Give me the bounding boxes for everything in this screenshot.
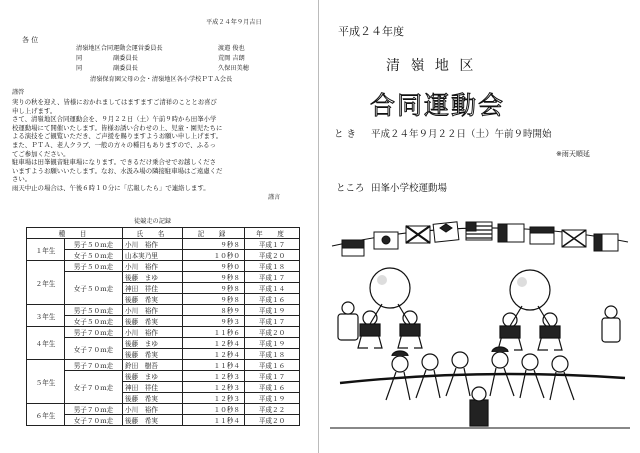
cell-event: 男子５０ｍ走 (65, 305, 123, 316)
cell-record: １２秒３ (183, 382, 245, 393)
letter-line: 実りの秋を迎え、皆様におかれましてはますますご清祥のこととお喜び (12, 98, 217, 106)
letter-line: よる演技をご観覧いただき、ご声援を賜りますようお願い申し上げます。 (12, 132, 223, 141)
letter-recipient: 各 位 (22, 36, 39, 44)
cell-name: 山本実乃里 (123, 250, 183, 261)
cell-year: 平成１９ (245, 338, 300, 349)
letter-line: 校運動場にて開催いたします。皆様お誘い合わせの上、児童・園児たちに (12, 123, 223, 132)
district-name: 清 嶺 地 区 (386, 58, 477, 74)
cell-record: １１秒４ (183, 415, 245, 426)
table-title: 徒競走の記録 (134, 218, 172, 225)
column-header: 年 度 (245, 228, 300, 239)
cell-grade: ５年生 (27, 360, 65, 404)
cell-event: 女子５０ｍ走 (65, 272, 123, 305)
table-row (27, 360, 300, 371)
table-row (27, 371, 300, 382)
greeting-head: 謹啓 (12, 89, 25, 96)
column-header: 記 録 (183, 228, 245, 239)
cell-record: ９秒８ (183, 239, 245, 250)
cell-event: 男子７０ｍ走 (65, 404, 123, 415)
cell-record: ８秒９ (183, 305, 245, 316)
closing-word: 謹言 (268, 194, 281, 201)
letter-body (12, 98, 310, 193)
letter-line: 駐車場は田峯観音駐車場になります。できるだけ乗合せでお越しくださ (12, 158, 216, 167)
letter-line: 申し上げます。 (12, 106, 57, 115)
cell-year: 平成１９ (245, 393, 300, 404)
cell-year: 平成１７ (245, 371, 300, 382)
sender-role: 同 副委員長 (76, 65, 138, 72)
column-header: 氏 名 (123, 228, 183, 239)
cell-event: 女子７０ｍ走 (65, 338, 123, 360)
cell-name: 後藤 まゆ (123, 338, 183, 349)
cell-name: 後藤 まゆ (123, 272, 183, 283)
sender-name: 渡邉 俊也 (218, 45, 245, 52)
letter-line: また、ＰＴＡ、老人クラブ、一般の方々の種目もありますので、ふるっ (12, 140, 216, 149)
cell-year: 平成２２ (245, 404, 300, 415)
cell-record: １２秒３ (183, 371, 245, 382)
cell-record: １２秒３ (183, 393, 245, 404)
children-ball-toss-icon (338, 268, 620, 350)
cell-year: 平成１６ (245, 360, 300, 371)
cell-record: １２秒４ (183, 349, 245, 360)
cell-name: 小川 裕作 (123, 404, 183, 415)
letter-line: いますようお願いいたします。なお、水汲み場の隣接駐車場はご遠慮くだ (12, 166, 223, 175)
cell-name: 鈴田 樹吾 (123, 360, 183, 371)
cell-name: 小川 裕作 (123, 305, 183, 316)
table-row (27, 305, 300, 316)
letter-date: 平成２４年９月吉日 (206, 19, 262, 26)
sender-role: 清嶺地区合同運動会運営委員長 (76, 45, 163, 52)
year-label: 平成２４年度 (338, 25, 404, 38)
cell-event: 女子７０ｍ走 (65, 415, 123, 426)
sender-name: 久保田美穂 (218, 65, 249, 72)
cell-event: 男子７０ｍ走 (65, 360, 123, 371)
table-row (27, 250, 300, 261)
cell-grade: ３年生 (27, 305, 65, 327)
letter-line: さい。 (12, 175, 32, 184)
table-row (27, 415, 300, 426)
cell-event: 男子５０ｍ走 (65, 261, 123, 272)
table-header-row (27, 228, 300, 239)
event-title: 合同運動会 (370, 91, 506, 120)
table-row (27, 272, 300, 283)
table-row (27, 338, 300, 349)
sender-name: 荒岡 吉朗 (218, 55, 245, 62)
sender-organization: 清嶺保育園父母の会・清嶺地区各小学校ＰＴＡ会長 (90, 76, 233, 83)
cell-grade: ２年生 (27, 261, 65, 305)
cell-year: 平成２０ (245, 415, 300, 426)
cell-record: １０秒８ (183, 404, 245, 415)
records-table (26, 227, 300, 426)
cell-record: ９秒８ (183, 294, 245, 305)
cell-year: 平成１７ (245, 316, 300, 327)
cell-year: 平成１６ (245, 294, 300, 305)
cell-year: 平成１９ (245, 305, 300, 316)
cell-record: １０秒０ (183, 250, 245, 261)
table-row (27, 261, 300, 272)
cell-name: 後藤 まゆ (123, 371, 183, 382)
when-label: と き (334, 129, 357, 140)
cell-year: 平成１８ (245, 261, 300, 272)
cell-name: 後藤 希実 (123, 294, 183, 305)
letter-line: 雨天中止の場合は、午後６時１０分に「広報したら」で連絡します。 (12, 183, 210, 192)
cell-record: １１秒４ (183, 360, 245, 371)
cell-grade: １年生 (27, 239, 65, 261)
cell-name: 小川 裕作 (123, 261, 183, 272)
cell-event: 女子７０ｍ走 (65, 371, 123, 404)
cell-year: 平成２０ (245, 327, 300, 338)
cell-name: 後藤 希実 (123, 316, 183, 327)
cell-event: 男子５０ｍ走 (65, 239, 123, 250)
cell-grade: ４年生 (27, 327, 65, 360)
cell-year: 平成１４ (245, 283, 300, 294)
flag-bunting-icon (332, 222, 628, 256)
table-row (27, 239, 300, 250)
table-row (27, 404, 300, 415)
cell-name: 神田 祥佳 (123, 382, 183, 393)
column-header: 種 目 (27, 228, 123, 239)
left-page (0, 0, 318, 453)
cell-name: 小川 裕作 (123, 239, 183, 250)
where-label: ところ (336, 183, 365, 194)
cell-record: １１秒６ (183, 327, 245, 338)
cell-event: 男子７０ｍ走 (65, 327, 123, 338)
cell-name: 後藤 希実 (123, 393, 183, 404)
table-row (27, 316, 300, 327)
cell-year: 平成１８ (245, 349, 300, 360)
cell-name: 後藤 希実 (123, 349, 183, 360)
letter-line: さて、清嶺地区合同運動会を、９月２２日（土）午前９時から田峯小学 (12, 115, 217, 124)
cell-name: 神田 祥佳 (123, 283, 183, 294)
sports-day-illustration (330, 218, 630, 450)
table-row (27, 327, 300, 338)
cell-record: ９秒８ (183, 283, 245, 294)
tug-of-war-icon (330, 347, 630, 428)
cell-record: ９秒０ (183, 261, 245, 272)
cell-grade: ６年生 (27, 404, 65, 426)
cell-record: ９秒８ (183, 272, 245, 283)
cell-name: 後藤 希実 (123, 415, 183, 426)
cell-year: 平成１７ (245, 272, 300, 283)
cell-record: １２秒４ (183, 338, 245, 349)
sender-role: 同 副委員長 (76, 55, 138, 62)
rain-note: ※雨天順延 (556, 150, 590, 158)
cell-year: 平成２０ (245, 250, 300, 261)
cell-record: ９秒３ (183, 316, 245, 327)
cell-event: 女子５０ｍ走 (65, 250, 123, 261)
letter-line: てご参加ください。 (12, 149, 70, 158)
cell-year: 平成１６ (245, 382, 300, 393)
where-value: 田峯小学校運動場 (371, 183, 448, 194)
cell-year: 平成１７ (245, 239, 300, 250)
when-value: 平成２４年９月２２日（土）午前９時開始 (371, 129, 552, 140)
cell-name: 小川 裕作 (123, 327, 183, 338)
records-body (27, 239, 300, 426)
cell-event: 女子５０ｍ走 (65, 316, 123, 327)
